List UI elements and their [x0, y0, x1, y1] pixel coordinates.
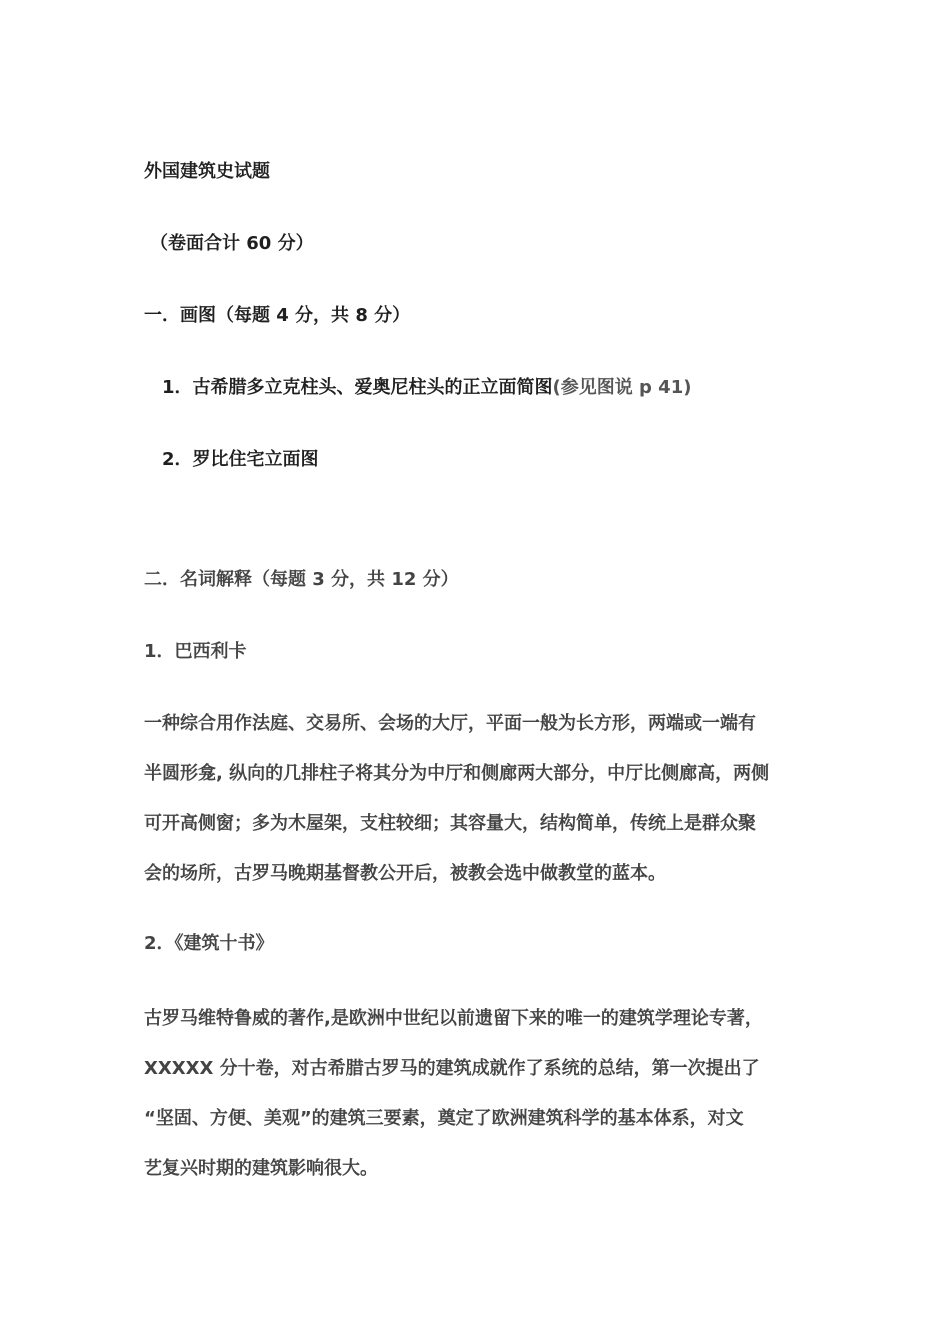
question-1-reference: (参见图说 p 41): [552, 377, 692, 398]
term-2-title: 2．《建筑十书》: [144, 933, 274, 954]
section-2-heading: 二．名词解释（每题 3 分，共 12 分）: [144, 569, 459, 590]
term-2-line: 古罗马维特鲁威的著作,是欧洲中世纪以前遗留下来的唯一的建筑学理论专著，: [144, 1008, 763, 1029]
document-subtitle: （卷面合计 60 分）: [150, 233, 314, 254]
section-1-question-2: 2．罗比住宅立面图: [162, 449, 319, 470]
term-2-line: “坚固、方便、美观”的建筑三要素，奠定了欧洲建筑科学的基本体系，对文: [144, 1108, 744, 1129]
term-1-line: 可开高侧窗；多为木屋架，支柱较细；其容量大，结构简单，传统上是群众聚: [144, 813, 756, 834]
term-2-line: 艺复兴时期的建筑影响很大。: [144, 1158, 378, 1179]
term-2-definition: [144, 994, 809, 1194]
term-1-line: 半圆形龛, 纵向的几排柱子将其分为中厅和侧廊两大部分，中厅比侧廊高，两侧: [144, 763, 770, 784]
section-1-heading: 一．画图（每题 4 分，共 8 分）: [144, 305, 411, 326]
term-2-line: XXXXX 分十卷，对古希腊古罗马的建筑成就作了系统的总结，第一次提出了: [144, 1058, 760, 1079]
term-1-line: 会的场所，古罗马晚期基督教公开后，被教会选中做教堂的蓝本。: [144, 863, 666, 884]
section-1-question-1: [162, 376, 691, 400]
term-1-title: 1．巴西利卡: [144, 641, 247, 662]
term-1-definition: [144, 699, 809, 899]
document-title: 外国建筑史试题: [144, 161, 270, 182]
question-1-text: 1．古希腊多立克柱头、爱奥尼柱头的正立面简图: [162, 377, 553, 398]
term-1-line: 一种综合用作法庭、交易所、会场的大厅，平面一般为长方形，两端或一端有: [144, 713, 756, 734]
